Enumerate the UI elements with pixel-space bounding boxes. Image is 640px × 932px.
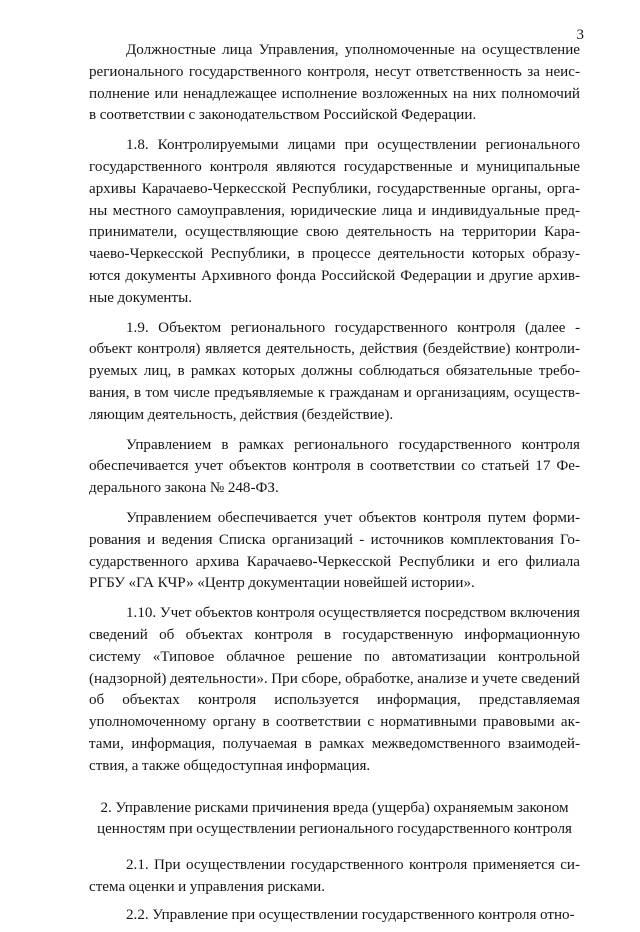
paragraph-objects-accounting: Управлением в рамках регионального государственного контроля обеспечивается учет объектов контроля в соответствии со статьей 17 Федерального закона № 248-ФЗ. — [89, 436, 580, 497]
paragraph-1-10-information-system: 1.10. Учет объектов контроля осуществляется посредством включения сведений об объектах контроля в государственную информационную систему «Типовое облачное решение по автоматизации контрольной (надзорной) деятельности». При сборе, обработке, анализе и учете сведений об объектах контроля используется информация, представляемая уполномоченному органу в соответствии с нормативными правовыми актами, информация, получаемая в рамках межведомственного взаимодействия, а также общедоступная информация. — [89, 605, 580, 774]
paragraph-1-8-controlled-persons: 1.8. Контролируемыми лицами при осуществлении регионального государственного контроля являются государственные и муниципальные архивы Карачаево-Черкесской Республики, государственные органы, органы местного самоуправления, юридические лица и индивидуальные предприниматели, осуществляющие свою деятельность на территории Карачаево-Черкесской Республики, в процессе деятельности которых образуются документы Архивного фонда Российской Федерации и другие архивные документы. — [89, 137, 580, 306]
paragraph-officials-responsibility: Должностные лица Управления, уполномоченные на осуществление регионального государственного контроля, несут ответственность за неисполнение или ненадлежащее исполнение возложенных на них полномочий в соответствии с законодательством Российской Федерации. — [89, 42, 580, 124]
paragraph-1-9-control-object: 1.9. Объектом регионального государственного контроля (далее - объект контроля) является деятельность, действия (бездействие) контролируемых лиц, в рамках которых должны соблюдаться обязательные требования, в том числе предъявляемые к гражданам и организациям, осуществляющим деятельность, действия (бездействие). — [89, 319, 580, 423]
section-heading-risk-management: 2. Управление рисками причинения вреда (ущерба) охраняемым законом ценностям при осуществлении регионального государственного контроля — [97, 799, 572, 838]
paragraph-2-1-risk-system: 2.1. При осуществлении государственного контроля применяется система оценки и управления рисками. — [89, 857, 580, 895]
paragraph-organizations-list: Управлением обеспечивается учет объектов контроля путем формирования и ведения Списка организаций - источников комплектования Государственного архива Карачаево-Черкесской Республики и его филиала РГБУ «ГА КЧР» «Центр документации новейшей истории». — [89, 509, 580, 592]
document-body — [89, 40, 580, 932]
page-number: 3 — [576, 27, 584, 43]
paragraph-2-2-risk-management: 2.2. Управление при осуществлении государственного контроля отно- — [126, 906, 575, 923]
